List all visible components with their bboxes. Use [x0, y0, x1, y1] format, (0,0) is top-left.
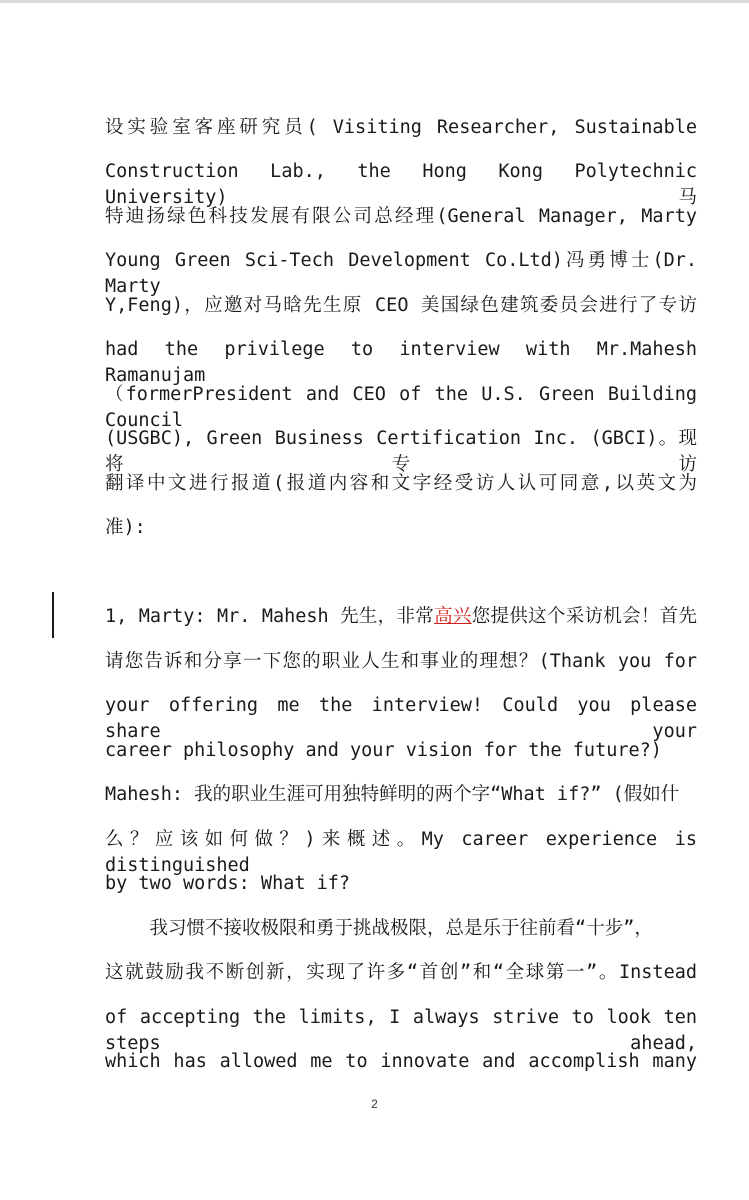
page-number: 2 [371, 1097, 378, 1111]
body-line-2: Construction Lab., the Hong Kong Polytechnic University) 马 [105, 161, 697, 208]
body-line-8: (USGBC), Green Business Certification Inc. (GBCI)。现将专访 [105, 428, 697, 475]
body-line-7: （formerPresident and CEO of the U.S. Green Building Council [105, 384, 697, 431]
change-bar [52, 592, 54, 638]
qa-line-8: 我习惯不接收极限和勇于挑战极限，总是乐于往前看“十步”， [105, 918, 653, 939]
qa-line-2: 请您告诉和分享一下您的职业人生和事业的理想？(Thank you for [105, 651, 697, 672]
highlighted-word: 高兴 [434, 606, 472, 627]
qa-line-7: by two words: What if? [105, 873, 351, 894]
qa-line-5: Mahesh: 我的职业生涯可用独特鲜明的两个字“What if?” (假如什 [105, 784, 680, 805]
qa-line-1 [105, 604, 697, 630]
qa-line-1-prefix: 1, Marty: Mr. Mahesh 先生，非常 [105, 606, 435, 627]
qa-line-9: 这就鼓励我不断创新，实现了许多“首创”和“全球第一”。Instead [105, 962, 697, 983]
body-line-6: had the privilege to interview with Mr.Mahesh Ramanujam [105, 339, 697, 386]
body-line-5: Y,Feng)，应邀对马晗先生原 CEO 美国绿色建筑委员会进行了专访 [105, 295, 697, 316]
body-line-10: 准): [105, 517, 146, 538]
page-top-rule [0, 0, 749, 3]
body-line-3: 特迪扬绿色科技发展有限公司总经理(General Manager, Marty [105, 206, 697, 227]
qa-line-6: 么？应该如何做？)来概述。My career experience is distinguished [105, 829, 697, 876]
body-line-9: 翻译中文进行报道(报道内容和文字经受访人认可同意,以英文为 [105, 473, 697, 494]
qa-line-3: your offering me the interview! Could you please share your [105, 695, 697, 742]
body-line-1: 设实验室客座研究员( Visiting Researcher, Sustainable [105, 117, 697, 138]
qa-line-11: which has allowed me to innovate and accomplish many [105, 1051, 697, 1072]
qa-line-1-suffix: 您提供这个采访机会！首先 [471, 606, 697, 627]
qa-line-10: of accepting the limits, I always strive to look ten steps ahead, [105, 1007, 697, 1054]
qa-line-4: career philosophy and your vision for the future?) [105, 740, 662, 761]
body-line-4: Young Green Sci-Tech Development Co.Ltd)冯勇博士(Dr. Marty [105, 250, 697, 297]
